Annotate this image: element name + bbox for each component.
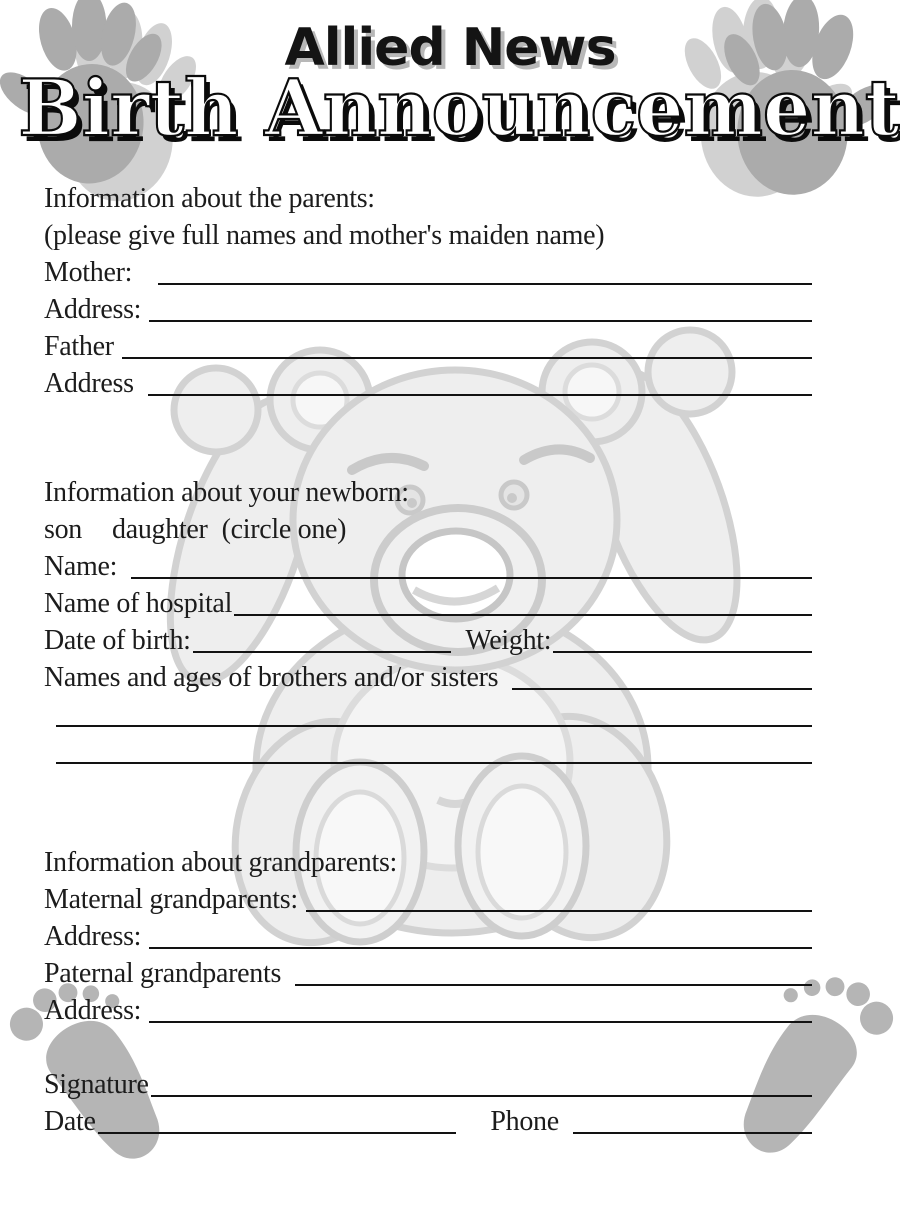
father-address-label: Address bbox=[44, 368, 134, 399]
parents-section-heading-row bbox=[44, 180, 812, 217]
baby-name-field-row bbox=[44, 548, 812, 585]
maternal-grandparents-field-row bbox=[44, 881, 812, 918]
date-input-line[interactable] bbox=[98, 1110, 457, 1134]
section-spacer bbox=[44, 402, 812, 474]
maternal-grandparents-label: Maternal grandparents: bbox=[44, 884, 298, 915]
baby-name-label: Name: bbox=[44, 551, 118, 582]
maternal-address-label: Address: bbox=[44, 921, 142, 952]
hospital-label: Name of hospital bbox=[44, 588, 233, 619]
siblings-input-line-2[interactable] bbox=[56, 703, 812, 727]
maternal-address-field-row bbox=[44, 918, 812, 955]
newborn-section-heading-row bbox=[44, 474, 812, 511]
page-title: Birth Announcement bbox=[18, 63, 900, 154]
mother-label: Mother: bbox=[44, 257, 133, 288]
father-input-line[interactable] bbox=[122, 335, 812, 359]
father-label: Father bbox=[44, 331, 114, 362]
hospital-input-line[interactable] bbox=[234, 592, 812, 616]
mother-address-field-row bbox=[44, 291, 812, 328]
paternal-grandparents-label: Paternal grandparents bbox=[44, 958, 282, 989]
paternal-address-label: Address: bbox=[44, 995, 142, 1026]
dob-label: Date of birth: bbox=[44, 625, 191, 656]
newborn-heading: Information about your newborn: bbox=[44, 477, 409, 508]
father-address-field-row bbox=[44, 365, 812, 402]
signature-input-line[interactable] bbox=[151, 1073, 812, 1097]
signature-label: Signature bbox=[44, 1069, 149, 1100]
gender-options-row bbox=[44, 511, 812, 548]
father-field-row bbox=[44, 328, 812, 365]
dob-weight-field-row bbox=[44, 622, 812, 659]
siblings-input-line[interactable] bbox=[512, 666, 812, 690]
form-body bbox=[44, 180, 812, 1140]
parents-note: (please give full names and mother's maiden name) bbox=[44, 220, 605, 251]
phone-label: Phone bbox=[490, 1106, 559, 1137]
siblings-field-row bbox=[44, 659, 812, 696]
paternal-address-input-line[interactable] bbox=[149, 999, 812, 1023]
siblings-label: Names and ages of brothers and/or sisters bbox=[44, 662, 499, 693]
section-spacer bbox=[44, 1029, 812, 1066]
date-label: Date bbox=[44, 1106, 96, 1137]
hospital-field-row bbox=[44, 585, 812, 622]
mother-address-label: Address: bbox=[44, 294, 142, 325]
newspaper-name: Allied News bbox=[284, 18, 616, 78]
son-option[interactable]: son bbox=[44, 514, 82, 545]
weight-label: Weight: bbox=[465, 625, 552, 656]
paternal-grandparents-input-line[interactable] bbox=[295, 962, 812, 986]
mother-address-input-line[interactable] bbox=[149, 298, 812, 322]
phone-input-line[interactable] bbox=[573, 1110, 812, 1134]
mother-input-line[interactable] bbox=[158, 261, 812, 285]
parents-heading: Information about the parents: bbox=[44, 183, 375, 214]
parents-note-row bbox=[44, 217, 812, 254]
dob-input-line[interactable] bbox=[193, 629, 452, 653]
circle-one-note: (circle one) bbox=[221, 514, 347, 545]
maternal-grandparents-input-line[interactable] bbox=[306, 888, 812, 912]
daughter-option[interactable]: daughter bbox=[112, 514, 208, 545]
section-spacer bbox=[44, 770, 812, 844]
paternal-address-field-row bbox=[44, 992, 812, 1029]
father-address-input-line[interactable] bbox=[148, 372, 812, 396]
siblings-continuation-row-1 bbox=[44, 696, 812, 733]
signature-field-row bbox=[44, 1066, 812, 1103]
grandparents-heading: Information about grandparents: bbox=[44, 847, 398, 878]
grandparents-section-heading-row bbox=[44, 844, 812, 881]
baby-name-input-line[interactable] bbox=[131, 555, 812, 579]
date-phone-field-row bbox=[44, 1103, 812, 1140]
siblings-continuation-row-2 bbox=[44, 733, 812, 770]
mother-field-row bbox=[44, 254, 812, 291]
siblings-input-line-3[interactable] bbox=[56, 740, 812, 764]
form-header bbox=[0, 18, 900, 154]
paternal-grandparents-field-row bbox=[44, 955, 812, 992]
weight-input-line[interactable] bbox=[553, 629, 812, 653]
maternal-address-input-line[interactable] bbox=[149, 925, 812, 949]
